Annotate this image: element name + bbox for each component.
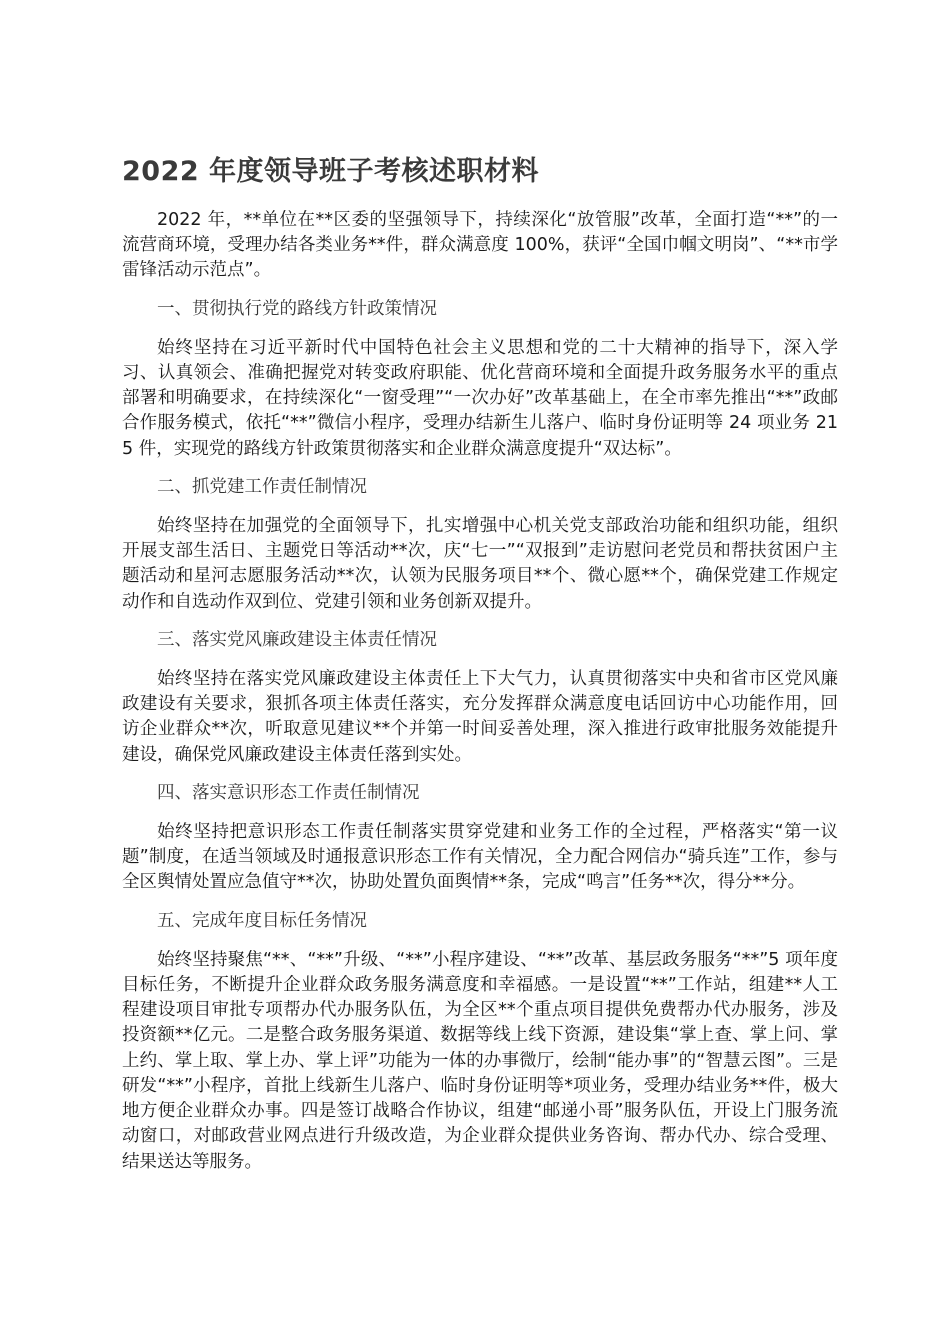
section-paragraph: 始终坚持在习近平新时代中国特色社会主义思想和党的二十大精神的指导下，深入学习、认真领会、准确把握党对转变政府职能、优化营商环境和全面提升政务服务水平的重点部署和明确要求，在持续深化“一窗受理”“一次办好”改革基础上，在全市率先推出“**”政邮合作服务模式，依托“**”微信小程序，受理办结新生儿落户、临时身份证明等 24 项业务 215 件，实现党的路线方针政策贯彻落实和企业群众满意度提升“双达标”。 [122, 337, 838, 459]
document-title: 2022 年度领导班子考核述职材料 [122, 156, 540, 187]
intro-paragraph: 2022 年，**单位在**区委的坚强领导下，持续深化“放管服”改革，全面打造“**”的一流营商环境，受理办结各类业务**件，群众满意度 100%，获评“全国巾帼文明岗”、“**市学雷锋活动示范点”。 [122, 210, 838, 281]
section-paragraph: 始终坚持聚焦“**、“**”升级、“**”小程序建设、“**”改革、基层政务服务“**”5 项年度目标任务，不断提升企业群众政务服务满意度和幸福感。一是设置“**”工作站，组建**人工程建设项目审批专项帮办代办服务队伍，为全区**个重点项目提供免费帮办代办服务，涉及投资额**亿元。二是整合政务服务渠道、数据等线上线下资源，建设集“掌上查、掌上问、掌上约、掌上取、掌上办、掌上评”功能为一体的办事微厅，绘制“能办事”的“智慧云图”。三是研发“**”小程序，首批上线新生儿落户、临时身份证明等*项业务，受理办结业务**件，极大地方便企业群众办事。四是签订战略合作协议，组建“邮递小哥”服务队伍，开设上门服务流动窗口，对邮政营业网点进行升级改造，为企业群众提供业务咨询、帮办代办、综合受理、结果送达等服务。 [122, 949, 838, 1172]
section-paragraph: 始终坚持把意识形态工作责任制落实贯穿党建和业务工作的全过程，严格落实“第一议题”制度，在适当领域及时通报意识形态工作有关情况，全力配合网信办“骑兵连”工作，参与全区舆情处置应急值守**次，协助处置负面舆情**条，完成“鸣言”任务**次，得分**分。 [122, 822, 838, 893]
section-heading: 五、完成年度目标任务情况 [157, 911, 367, 932]
section-heading: 四、落实意识形态工作责任制情况 [157, 783, 420, 804]
section-heading: 二、抓党建工作责任制情况 [157, 477, 367, 498]
section-paragraph: 始终坚持在加强党的全面领导下，扎实增强中心机关党支部政治功能和组织功能，组织开展支部生活日、主题党日等活动**次，庆“七一”“双报到”走访慰问老党员和帮扶贫困户主题活动和星河志愿服务活动**次，认领为民服务项目**个、微心愿**个，确保党建工作规定动作和自选动作双到位、党建引领和业务创新双提升。 [122, 516, 838, 612]
section-paragraph: 始终坚持在落实党风廉政建设主体责任上下大气力，认真贯彻落实中央和省市区党风廉政建设有关要求，狠抓各项主体责任落实，充分发挥群众满意度电话回访中心功能作用，回访企业群众**次，听取意见建议**个并第一时间妥善处理，深入推进行政审批服务效能提升建设，确保党风廉政建设主体责任落到实处。 [122, 669, 838, 765]
section-heading: 三、落实党风廉政建设主体责任情况 [157, 630, 437, 651]
document-page [122, 150, 838, 1188]
section-heading: 一、贯彻执行党的路线方针政策情况 [157, 299, 437, 320]
